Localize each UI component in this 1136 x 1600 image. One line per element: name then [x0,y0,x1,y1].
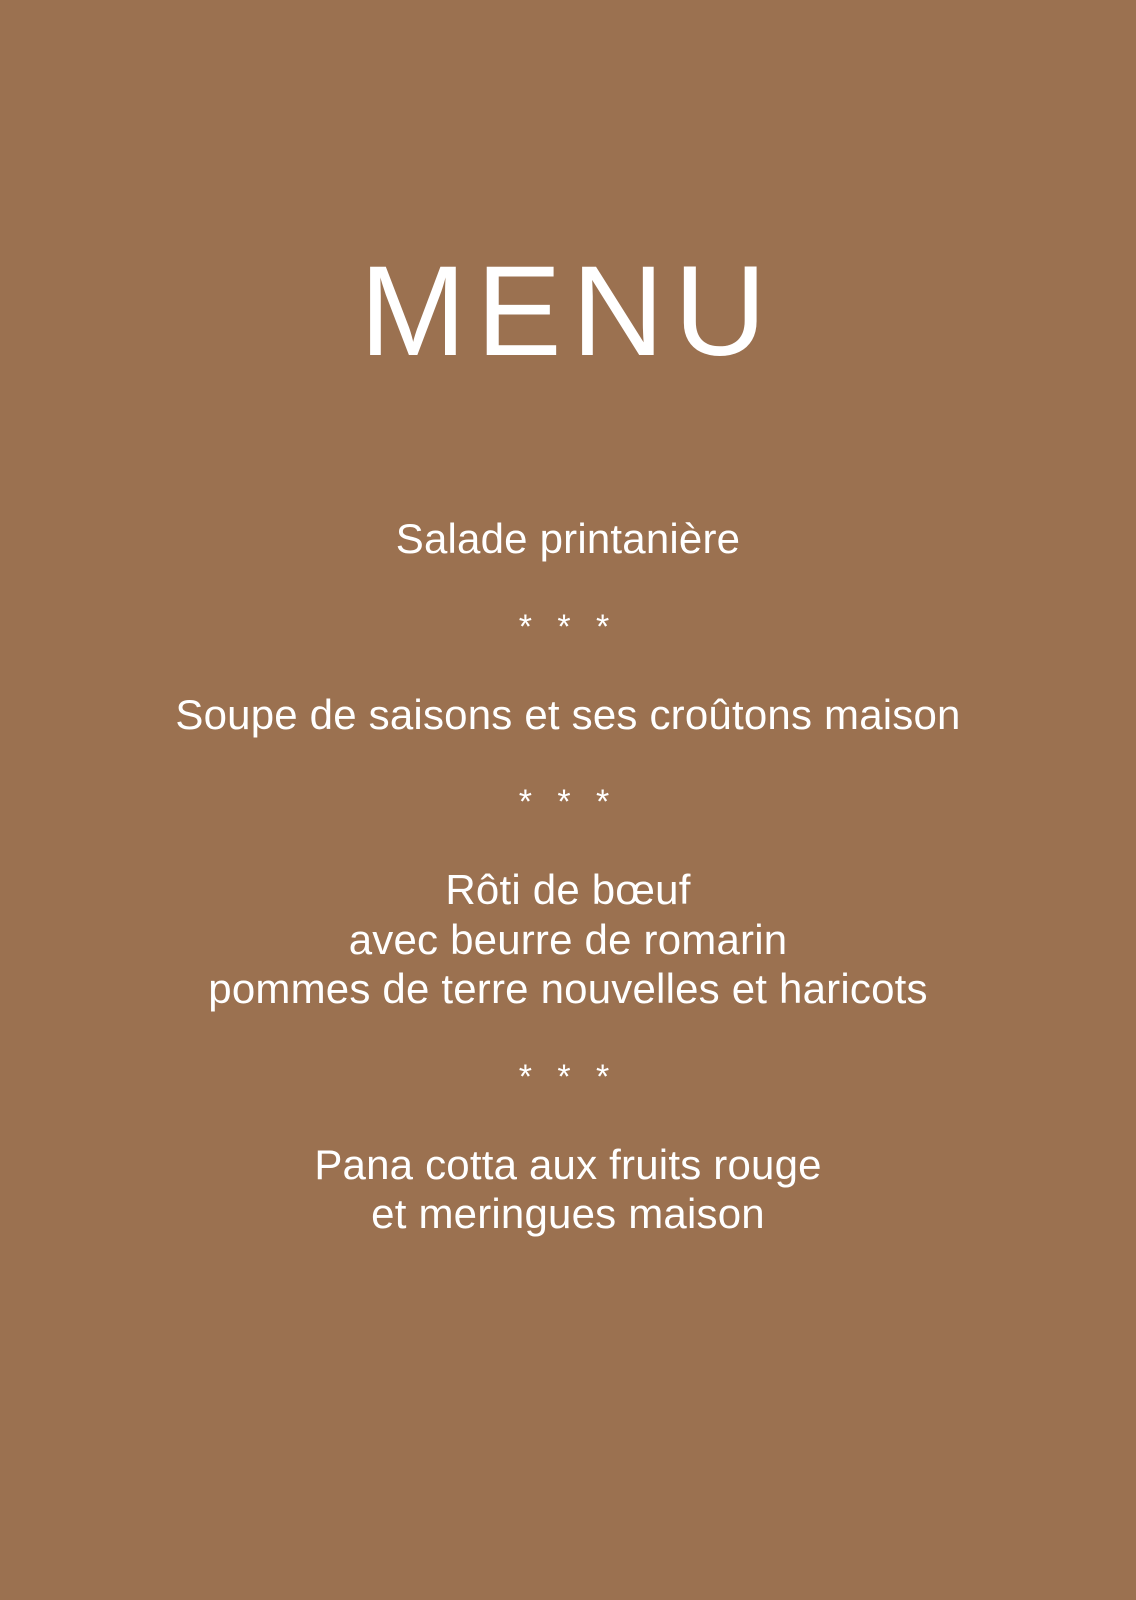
course-list [0,514,1136,1239]
course-plat [0,865,1136,1014]
course-dessert [0,1140,1136,1239]
course-line: Rôti de bœuf [445,866,691,914]
course-line: Soupe de saisons et ses croûtons maison [175,690,961,738]
course-line: pommes de terre nouvelles et haricots [208,965,928,1013]
course-separator: * * * [518,607,618,646]
course-line: Salade printanière [395,515,741,562]
course-line: avec beurre de romarin [348,915,788,963]
course-separator: * * * [518,783,618,822]
course-salade [0,514,1136,564]
course-line: et meringues maison [371,1190,765,1238]
page-title: MENU [359,240,777,383]
course-soupe [0,690,1136,740]
course-line: Pana cotta aux fruits rouge [314,1140,822,1188]
course-separator: * * * [518,1057,618,1096]
